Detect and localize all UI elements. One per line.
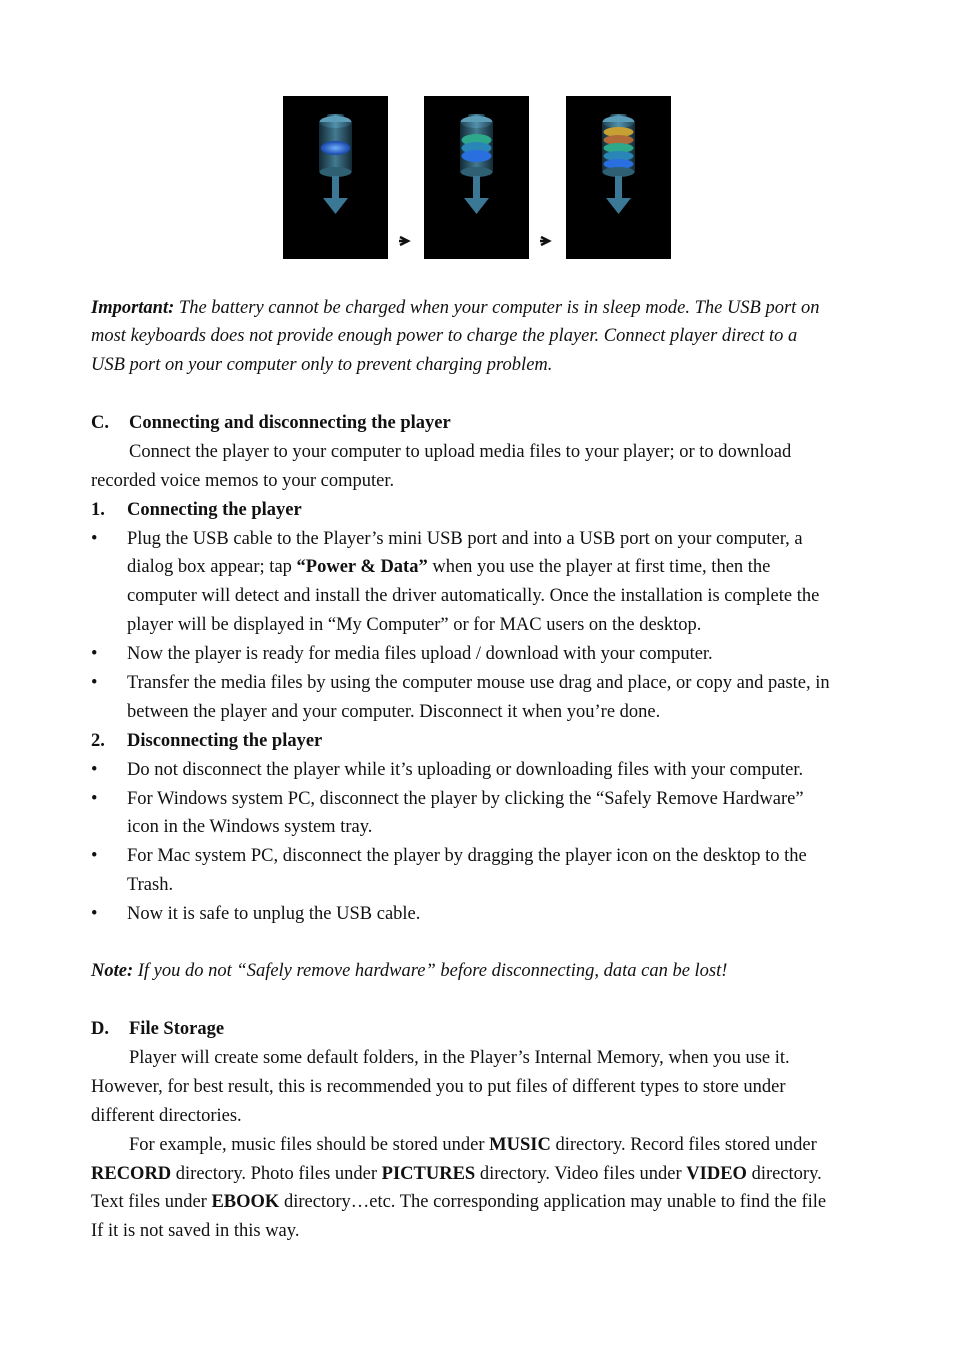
battery-charging-full-icon — [566, 96, 671, 259]
bullet-icon: • — [91, 904, 98, 924]
list-item: between the player and your computer. Disconnect it when you’re done. — [127, 702, 661, 722]
power-data-label: “Power & Data” — [296, 557, 428, 577]
list-item: computer will detect and install the driver automatically. Once the installation is complete the — [127, 586, 820, 606]
paragraph-line: RECORD directory. Photo files under PICTURES directory. Video files under VIDEO directory. — [91, 1164, 822, 1184]
battery-charging-half-icon — [424, 96, 529, 259]
section-heading — [91, 412, 109, 434]
list-item: Do not disconnect the player while it’s uploading or downloading files with your computer. — [127, 760, 804, 780]
section-letter: C. — [91, 413, 109, 433]
important-text: most keyboards does not provide enough power to charge the player. Connect player direct to a — [91, 326, 798, 346]
bullet-icon: • — [91, 644, 98, 664]
list-item: icon in the Windows system tray. — [127, 817, 373, 837]
list-item: dialog box appear; tap “Power & Data” when you use the player at first time, then the — [127, 557, 771, 577]
bullet-icon: • — [91, 789, 98, 809]
bullet-icon: • — [91, 673, 98, 693]
bullet-icon: • — [91, 846, 98, 866]
directory-name: RECORD — [91, 1164, 172, 1184]
paragraph-line: For example, music files should be stored under MUSIC directory. Record files stored under — [129, 1135, 817, 1155]
section-letter: D. — [91, 1019, 109, 1039]
paragraph-line: Connect the player to your computer to upload media files to your player; or to download — [129, 442, 792, 462]
directory-name: PICTURES — [381, 1164, 476, 1184]
directory-name: EBOOK — [211, 1192, 280, 1212]
paragraph-line: different directories. — [91, 1106, 242, 1126]
note-label: Note: — [91, 961, 134, 981]
list-item: Now it is safe to unplug the USB cable. — [127, 904, 421, 924]
battery-charging-empty-icon — [283, 96, 388, 259]
subsection-title: Connecting the player — [127, 500, 302, 520]
arrow-right-icon — [538, 229, 556, 253]
list-item: Plug the USB cable to the Player’s mini USB port and into a USB port on your computer, a — [127, 529, 803, 549]
bullet-icon: • — [91, 760, 98, 780]
list-item: Trash. — [127, 875, 174, 895]
paragraph-line: However, for best result, this is recommended you to put files of different types to store under — [91, 1077, 786, 1097]
important-label: Important: — [91, 298, 175, 318]
list-number: 1. — [91, 500, 105, 520]
paragraph-line: Text files under EBOOK directory…etc. The corresponding application may unable to find the file — [91, 1192, 827, 1212]
important-text: The battery cannot be charged when your computer is in sleep mode. The USB port on — [178, 298, 820, 318]
directory-name: VIDEO — [686, 1164, 747, 1184]
directory-name: MUSIC — [489, 1135, 551, 1155]
list-number: 2. — [91, 731, 105, 751]
important-text: USB port on your computer only to prevent charging problem. — [91, 355, 553, 375]
list-item: player will be displayed in “My Computer” or for MAC users on the desktop. — [127, 615, 702, 635]
note-paragraph — [91, 960, 727, 982]
bullet-icon: • — [91, 529, 98, 549]
subsection-title: Disconnecting the player — [127, 731, 323, 751]
paragraph-line: recorded voice memos to your computer. — [91, 471, 395, 491]
section-title: File Storage — [129, 1019, 225, 1039]
list-item: Transfer the media files by using the computer mouse use drag and place, or copy and paste, in — [127, 673, 830, 693]
section-title: Connecting and disconnecting the player — [129, 413, 451, 433]
list-item: For Windows system PC, disconnect the player by clicking the “Safely Remove Hardware” — [127, 789, 804, 809]
list-item: For Mac system PC, disconnect the player by dragging the player icon on the desktop to the — [127, 846, 807, 866]
list-item: Now the player is ready for media files upload / download with your computer. — [127, 644, 713, 664]
paragraph-line: Player will create some default folders, in the Player’s Internal Memory, when you use it. — [129, 1048, 790, 1068]
paragraph-line: If it is not saved in this way. — [91, 1221, 300, 1241]
note-text: If you do not “Safely remove hardware” before disconnecting, data can be lost! — [137, 961, 728, 981]
arrow-right-icon — [397, 229, 415, 253]
